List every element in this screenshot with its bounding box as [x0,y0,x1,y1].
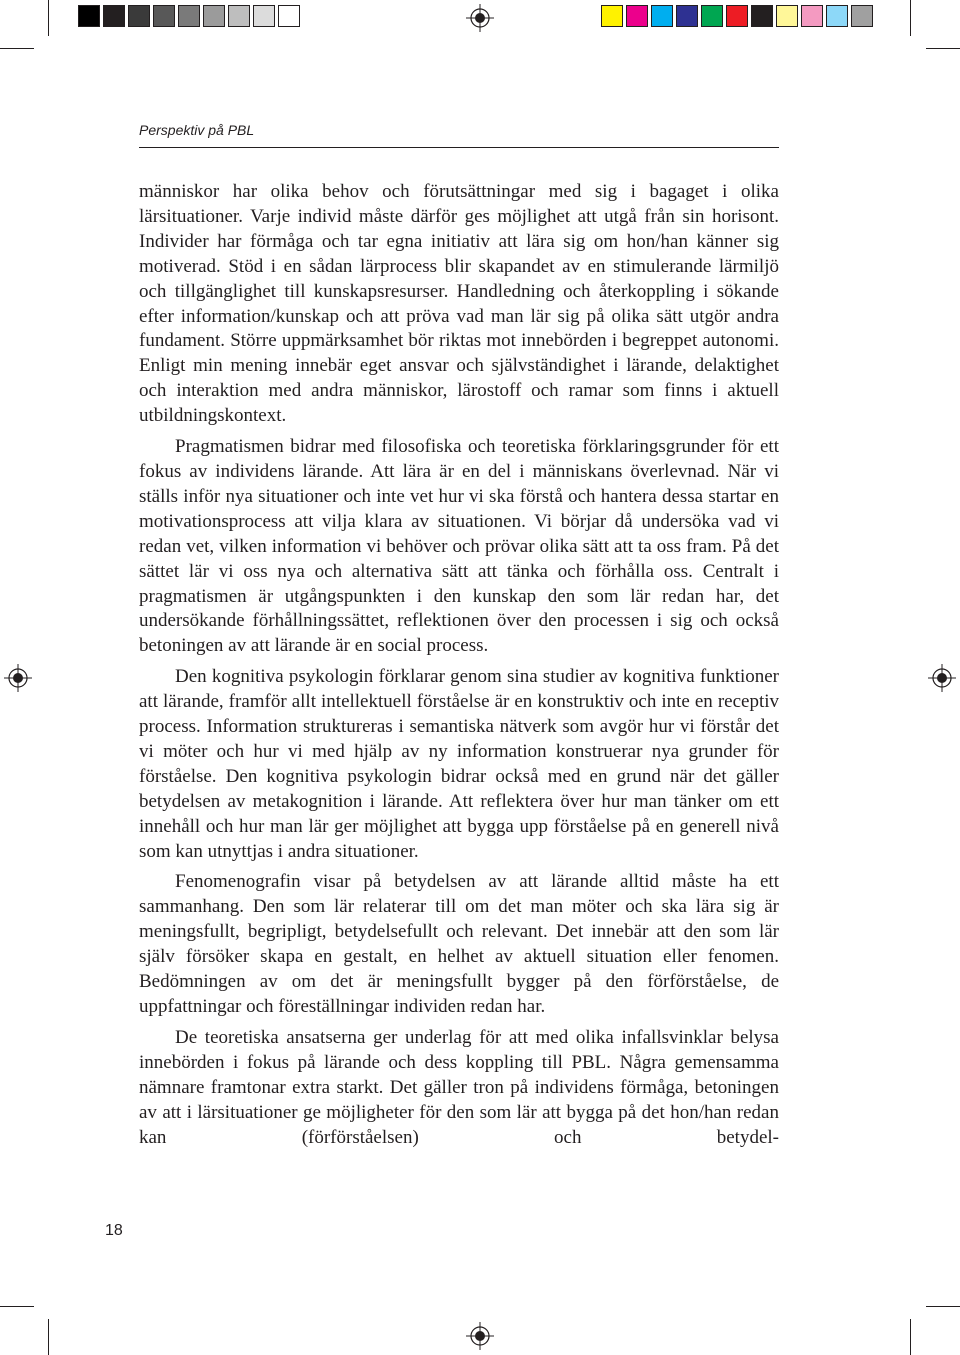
cmyk-color-bar [601,5,876,27]
paragraph: Pragmatismen bidrar med filosofiska och teoretiska förklaringsgrunder för ett fokus av individens lärande. Att lära är en del i människans överlevnad. När vi ställs inför nya situationer och inte vet hur vi ska förstå och hantera dessa startar en motivationsprocess att vilja klara av situationen. Vi börjar då undersöka vad vi redan vet, vilken information vi behöver och prövar olika sätt att ta oss fram. På det sättet lär vi oss nya och alternativa sätt att tänka och förhålla oss. Centralt i pragmatismen är utgångspunkten i den kunskap den som lär redan har, det undersökande förhållningssättet, reflektionen över den processen i sig och också betoningen av att lärande är en social process. [139,436,779,657]
crop-mark [48,1319,49,1355]
color-swatch [826,5,848,27]
crosshair-target-icon [466,1322,494,1350]
color-swatch [253,5,275,27]
color-swatch [178,5,200,27]
crosshair-target-icon [928,664,956,692]
color-swatch [128,5,150,27]
color-swatch [801,5,823,27]
color-swatch [103,5,125,27]
crop-mark [910,1319,911,1355]
crop-mark [926,48,960,49]
paragraph: Den kognitiva psykologin förklarar genom sina studier av kognitiva funktioner att lärande, framför allt intellektuell förståelse är en konstruktiv och inte en receptiv process. Information struktureras i semantiska nätverk som avgör hur vi förstår det vi möter och hur vi med hjälp av ny information konstruerar nya grunder för förståelse. Den kognitiva psykologin bidrar också med en grund när det gäller betydelsen av metakognition i lärande. Att reflektera över hur man tänker om ett innehåll och hur man lär ger möjlighet att bygga upp förståelse på en generell nivå som kan utnyttjas i andra situationer. [139,666,779,862]
paragraph: De teoretiska ansatserna ger underlag för att med olika infallsvinklar belysa innebörden i fokus på lärande och dess koppling till PBL. Några gemensamma nämnare framtonar extra starkt. Det gäller tron på individens förmåga, betoningen av att i lärsituationer ge möjligheter för den som lär att bygga på det hon/han redan kan (förförståelsen) och betydel- [139,1026,779,1148]
running-head: Perspektiv på PBL [139,122,255,138]
color-swatch [726,5,748,27]
color-swatch [626,5,648,27]
color-swatch [651,5,673,27]
grayscale-color-bar [78,5,303,27]
color-swatch [776,5,798,27]
color-swatch [751,5,773,27]
crop-mark [48,0,49,36]
color-swatch [676,5,698,27]
header-rule [139,147,779,148]
paragraph: Fenomenografin visar på betydelsen av att lärande alltid måste ha ett sammanhang. Den som lär relaterar till om det man möter och ska lära sig är meningsfullt, begripligt, betydelsefullt och relevant. Det innebär att den som lär själv försöker skapa en gestalt, en helhet av aktuell situation eller fenomen. Bedömningen av om det är meningsfullt bygger på den förförståelse, de uppfattningar och föreställningar individen redan har. [139,871,779,1017]
color-swatch [228,5,250,27]
color-swatch [78,5,100,27]
crosshair-target-icon [4,664,32,692]
color-swatch [278,5,300,27]
paragraph: människor har olika behov och förutsättningar med sig i bagaget i olika lärsituationer. Varje individ måste därför ges möjlighet att utgå från sin horisont. Individer har förmåga och tar egna initiativ att lära sig om hon/han känner sig motiverad. Stöd i en sådan lärprocess blir skapandet av en stimulerande lärmiljö och tillgänglighet till kunskapsresurser. Handledning och återkoppling i sökande efter information/kunskap och att pröva vad man lär sig på olika sätt utgör andra fundament. Större uppmärksamhet bör riktas mot innebörden i begreppet autonomi. Enligt min mening innebär eget ansvar och självständighet i lärande, delaktighet och interaktion med andra människor, lärostoff och ramar som finns i aktuell utbildningskontext. [139,181,779,427]
color-swatch [203,5,225,27]
crop-mark [926,1306,960,1307]
color-swatch [701,5,723,27]
color-swatch [601,5,623,27]
body-text [139,180,779,1150]
color-swatch [153,5,175,27]
page-number: 18 [105,1222,123,1239]
crosshair-target-icon [466,4,494,32]
color-swatch [851,5,873,27]
crop-mark [910,0,911,36]
crop-mark [0,48,34,49]
crop-mark [0,1306,34,1307]
